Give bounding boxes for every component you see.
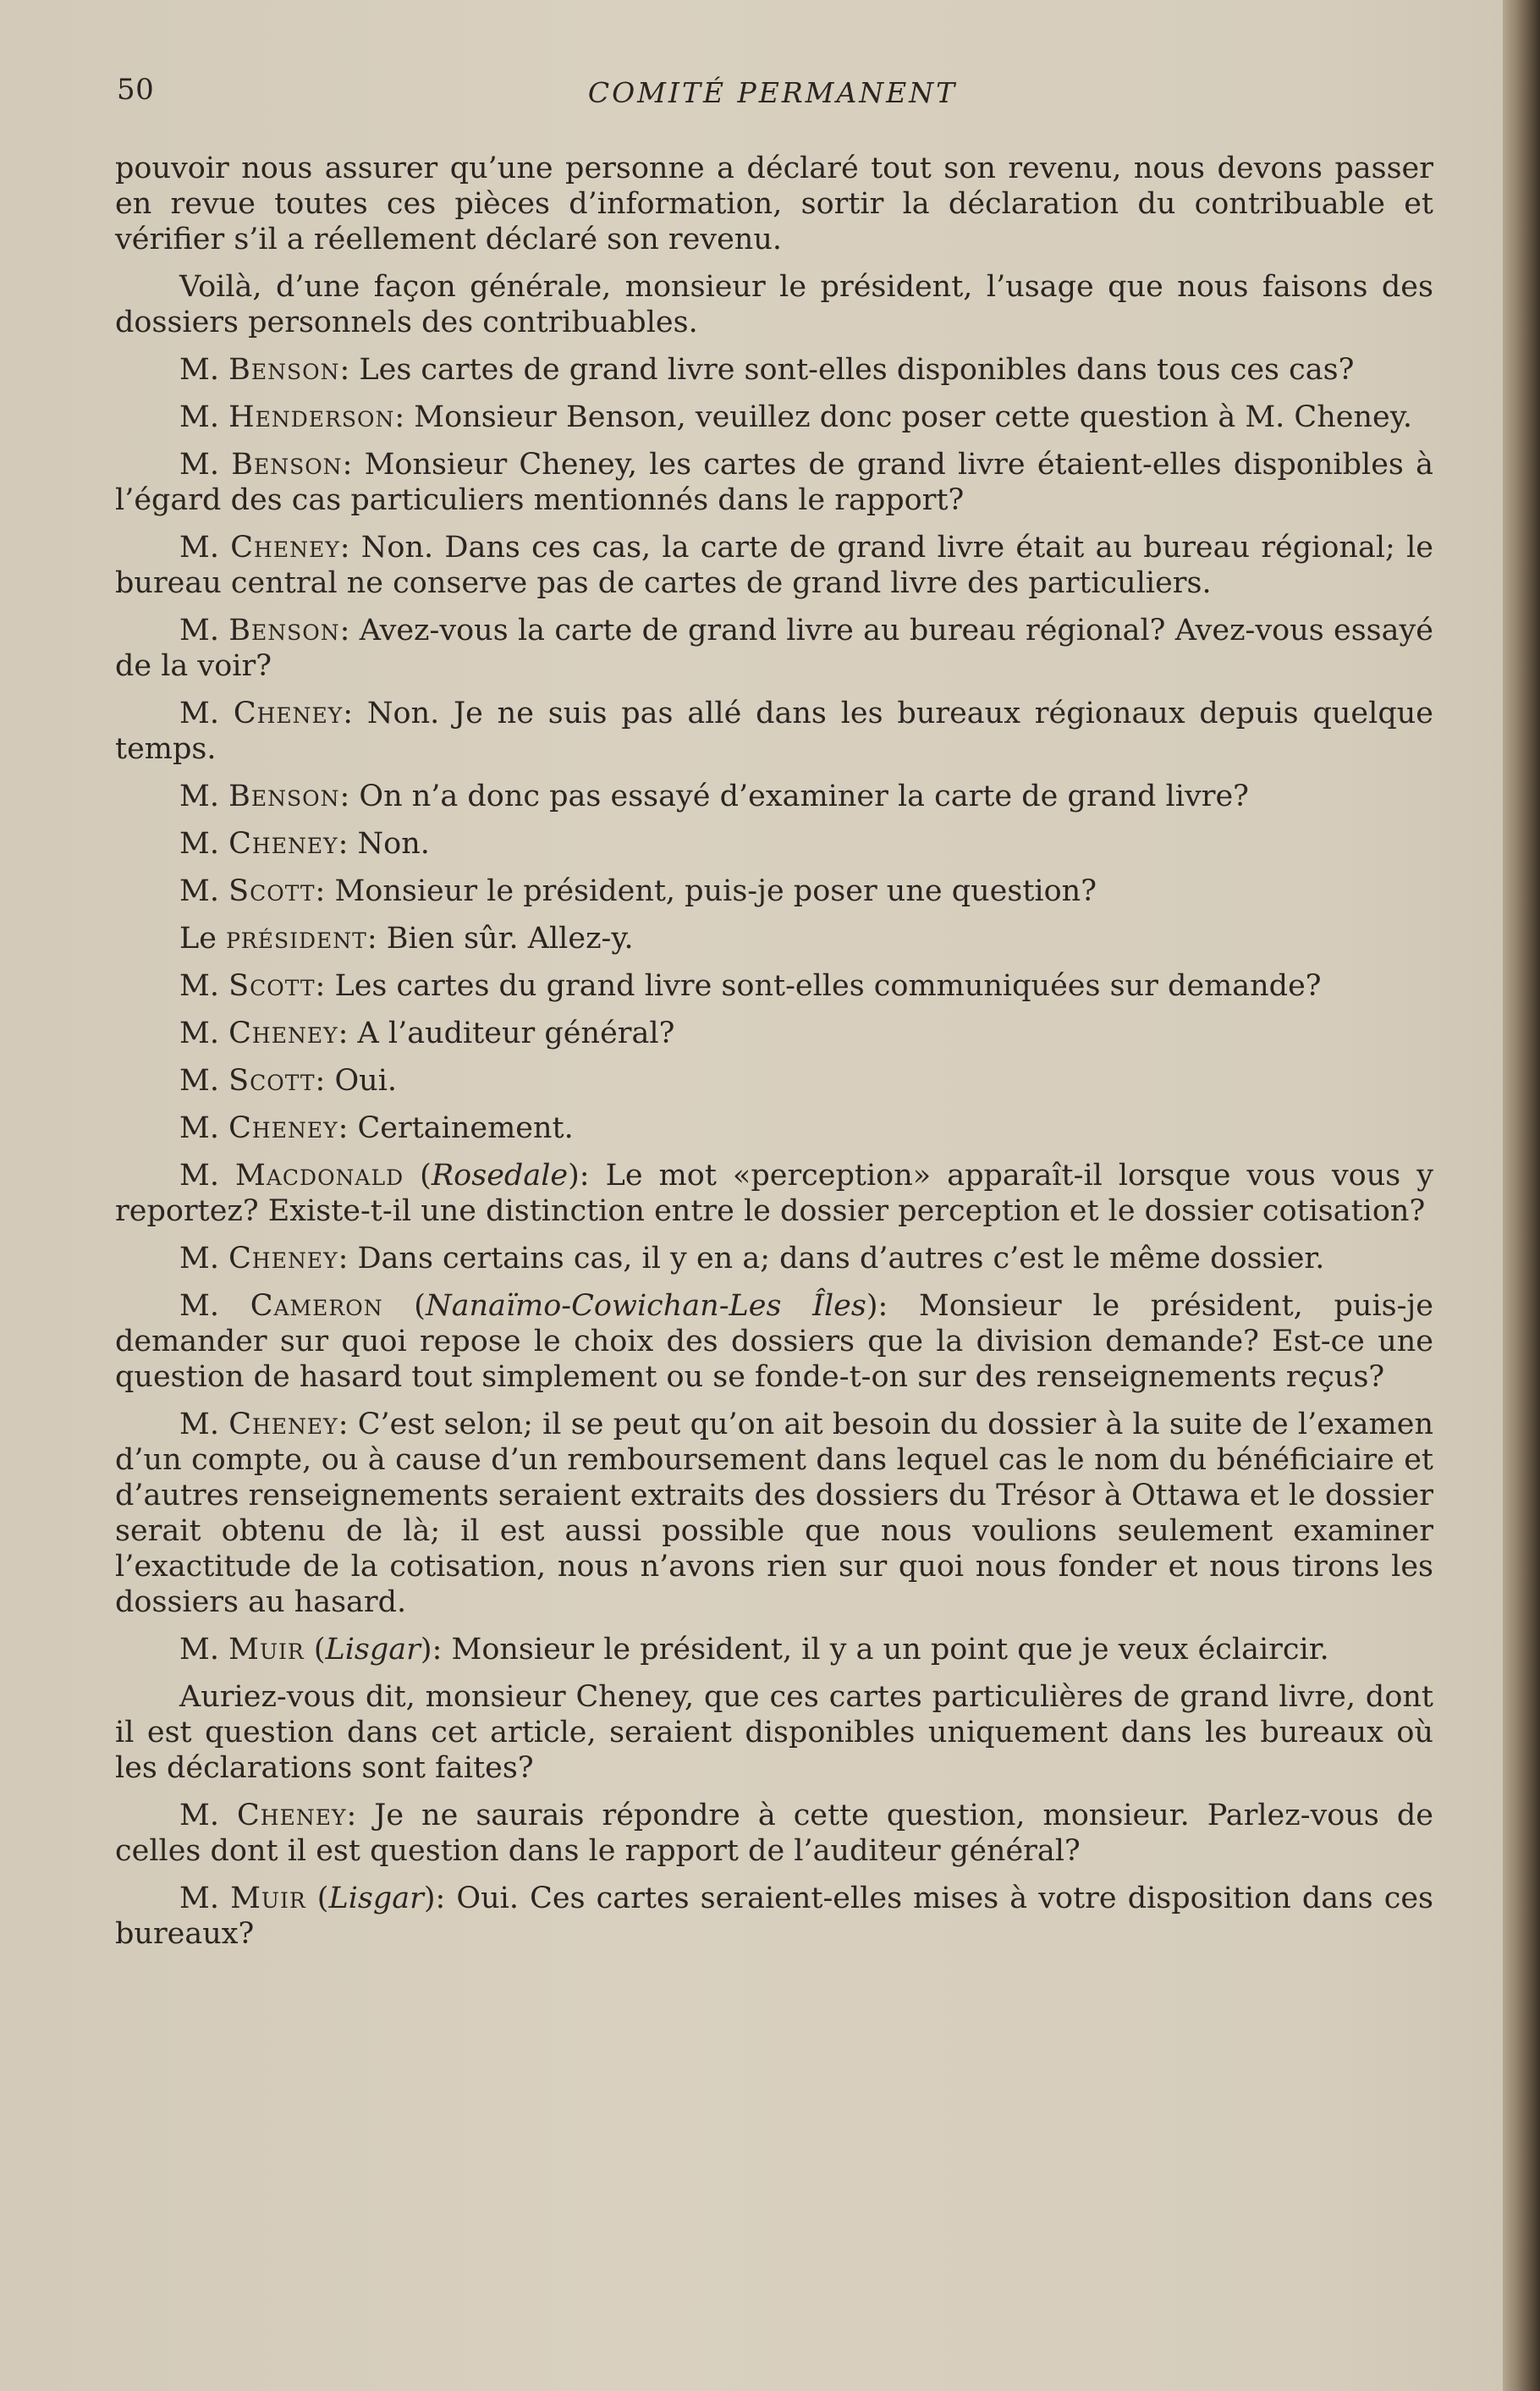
speaker-name: Cheney	[228, 1242, 338, 1275]
speaker-title: M.	[179, 1881, 219, 1915]
speaker-name: Cameron	[250, 1289, 383, 1323]
speaker-paragraph: M. Cheney: Dans certains cas, il y en a; dans d’autres c’est le même dossier.	[179, 1242, 1325, 1275]
speaker-riding: Lisgar	[325, 1633, 421, 1667]
speaker-title: M.	[179, 969, 219, 1003]
speaker-name: Benson	[228, 780, 340, 813]
speaker-name: Benson	[228, 614, 340, 647]
speaker-title: Le	[179, 922, 217, 956]
speaker-name: Cheney	[233, 697, 344, 730]
speaker-paragraph: M. Muir (Lisgar): Monsieur le président, il y a un point que je veux éclaircir.	[179, 1633, 1329, 1667]
speaker-title: M.	[179, 448, 219, 482]
speaker-paragraph: M. Cheney: A l’auditeur général?	[179, 1016, 675, 1050]
speaker-title: M.	[179, 1799, 219, 1832]
speaker-paragraph: M. Scott: Monsieur le président, puis-je poser une question?	[179, 874, 1097, 908]
text-paragraph	[115, 269, 1433, 340]
paragraph-text: A l’auditeur général?	[357, 1016, 675, 1050]
speaker-riding: Rosedale	[431, 1159, 569, 1193]
speaker-title: M.	[179, 1242, 219, 1275]
paragraph-text: Oui. Ces cartes seraient-elles mises à votre disposition dans ces bureaux?	[115, 1881, 1434, 1951]
speaker-paragraph: M. Benson: On n’a donc pas essayé d’examiner la carte de grand livre?	[179, 780, 1249, 813]
speaker-paragraph: M. Cheney: Non. Dans ces cas, la carte de grand livre était au bureau régional; le bureau central ne conserve pas de cartes de grand livre des particuliers.	[115, 531, 1433, 600]
speaker-name: Henderson	[228, 400, 395, 434]
speaker-title: M.	[179, 1064, 219, 1098]
paragraph-text: pouvoir nous assurer qu’une personne a déclaré tout son revenu, nous devons passer en revue toutes ces pièces d’information, sortir la déclaration du contribuable et vérifier s’il a réellement déclaré son revenu.	[115, 152, 1433, 256]
speaker-name: Scott	[228, 969, 316, 1003]
speaker-paragraph: M. Cheney: Certainement.	[179, 1111, 574, 1145]
paragraph-text: C’est selon; il se peut qu’on ait besoin du dossier à la suite de l’examen d’un compte, ou à cause d’un remboursement dans lequel cas le nom du bénéficiaire et d’autres renseignements seraient extraits des dossiers du Trésor à Ottawa et le dossier serait obtenu de là; il est aussi possible que nous voulions seulement examiner l’exactitude de la cotisation, nous n’avons rien sur quoi nous fonder et nous tirons les dossiers au hasard.	[115, 1408, 1433, 1619]
paragraph-text: Les cartes de grand livre sont-elles disponibles dans tous ces cas?	[359, 353, 1355, 387]
speaker-name: Benson	[231, 448, 343, 482]
speaker-title: M.	[179, 1289, 219, 1323]
speaker-title: M.	[179, 1016, 219, 1050]
paragraph-text: Monsieur le président, puis-je poser une question?	[334, 874, 1097, 908]
speaker-name: Cheney	[228, 1016, 338, 1050]
paragraph-text: Non. Je ne suis pas allé dans les bureaux régionaux depuis quelque temps.	[115, 697, 1433, 766]
running-title: COMITÉ PERMANENT	[587, 76, 958, 109]
paragraph-text: Non.	[357, 827, 430, 861]
paragraph-text: Auriez-vous dit, monsieur Cheney, que ces cartes particulières de grand livre, dont il est question dans cet article, seraient disponibles uniquement dans les bureaux où les déclarations sont faites?	[115, 1680, 1433, 1785]
speaker-name: Muir	[230, 1881, 306, 1915]
speaker-name: Macdonald	[235, 1159, 404, 1193]
speaker-title: M.	[179, 614, 219, 647]
speaker-paragraph: M. Cheney: Je ne saurais répondre à cette question, monsieur. Parlez-vous de celles dont il est question dans le rapport de l’auditeur général?	[115, 1799, 1434, 1868]
paragraph-text: On n’a donc pas essayé d’examiner la carte de grand livre?	[359, 780, 1249, 813]
speaker-paragraph: Le président: Bien sûr. Allez-y.	[179, 922, 634, 956]
paragraph-text: Avez-vous la carte de grand livre au bureau régional? Avez-vous essayé de la voir?	[115, 614, 1433, 683]
speaker-paragraph: M. Henderson: Monsieur Benson, veuillez donc poser cette question à M. Cheney.	[179, 400, 1412, 434]
paragraph-text: Monsieur le président, puis-je demander sur quoi repose le choix des dossiers que la division demande? Est-ce une question de hasard tout simplement ou se fonde-t-on sur des renseignements reçus?	[115, 1289, 1433, 1394]
paragraph-text: Le mot «perception» apparaît-il lorsque vous vous y reportez? Existe-t-il une distinction entre le dossier perception et le dossier cotisation?	[115, 1159, 1434, 1228]
paragraph-text: Bien sûr. Allez-y.	[386, 922, 634, 956]
speaker-paragraph: M. Cheney: Non. Je ne suis pas allé dans les bureaux régionaux depuis quelque temps.	[115, 697, 1433, 766]
speaker-name: Cheney	[228, 827, 338, 861]
speaker-title: M.	[179, 400, 219, 434]
page-header	[117, 73, 1428, 124]
speaker-name: Muir	[228, 1633, 305, 1667]
speaker-title: M.	[179, 780, 219, 813]
speaker-title: M.	[179, 531, 219, 565]
speaker-paragraph: M. Cameron (Nanaïmo-Cowichan-Les Îles): Monsieur le président, puis-je demander sur quoi repose le choix des dossiers que la division demande? Est-ce une question de hasard tout simplement ou se fonde-t-on sur des renseignements reçus?	[115, 1289, 1433, 1394]
paragraph-text: Les cartes du grand livre sont-elles communiquées sur demande?	[334, 969, 1322, 1003]
speaker-paragraph: M. Cheney: Non.	[179, 827, 430, 861]
paragraph-text: Monsieur Cheney, les cartes de grand livre étaient-elles disponibles à l’égard des cas particuliers mentionnés dans le rapport?	[115, 448, 1433, 517]
speaker-paragraph: M. Benson: Les cartes de grand livre sont-elles disponibles dans tous ces cas?	[179, 353, 1355, 387]
speaker-name: Scott	[228, 874, 316, 908]
speaker-title: M.	[179, 1633, 219, 1667]
speaker-title: M.	[179, 1159, 219, 1193]
page-number: 50	[117, 73, 155, 107]
speaker-title: M.	[179, 874, 219, 908]
speaker-name: président	[226, 922, 367, 956]
speaker-name: Cheney	[228, 1111, 338, 1145]
paragraph-text: Oui.	[334, 1064, 398, 1098]
speaker-paragraph: M. Scott: Les cartes du grand livre sont-elles communiquées sur demande?	[179, 969, 1322, 1003]
page-binding-edge	[1503, 0, 1540, 2391]
speaker-title: M.	[179, 1111, 219, 1145]
speaker-name: Benson	[228, 353, 340, 387]
speaker-name: Cheney	[230, 531, 340, 565]
speaker-riding: Lisgar	[328, 1881, 424, 1915]
paragraph-text: Monsieur le président, il y a un point que je veux éclaircir.	[451, 1633, 1329, 1667]
speaker-paragraph: M. Macdonald (Rosedale): Le mot «perception» apparaît-il lorsque vous vous y reportez? Existe-t-il une distinction entre le dossier perception et le dossier cotisation?	[115, 1159, 1434, 1228]
text-paragraph	[115, 1679, 1433, 1786]
paragraph-text: Monsieur Benson, veuillez donc poser cette question à M. Cheney.	[414, 400, 1412, 434]
speaker-riding: Nanaïmo-Cowichan-Les Îles	[425, 1289, 866, 1323]
transcript-body	[115, 151, 1433, 1964]
speaker-title: M.	[179, 697, 219, 730]
speaker-paragraph: M. Cheney: C’est selon; il se peut qu’on ait besoin du dossier à la suite de l’examen d’un compte, ou à cause d’un remboursement dans lequel cas le nom du bénéficiaire et d’autres renseignements seraient extraits des dossiers du Trésor à Ottawa et le dossier serait obtenu de là; il est aussi possible que nous voulions seulement examiner l’exactitude de la cotisation, nous n’avons rien sur quoi nous fonder et nous tirons les dossiers au hasard.	[115, 1408, 1433, 1619]
paragraph-text: Dans certains cas, il y en a; dans d’autres c’est le même dossier.	[357, 1242, 1325, 1275]
speaker-name: Cheney	[237, 1799, 347, 1832]
paragraph-text: Non. Dans ces cas, la carte de grand livre était au bureau régional; le bureau central ne conserve pas de cartes de grand livre des particuliers.	[115, 531, 1433, 600]
paragraph-text: Voilà, d’une façon générale, monsieur le président, l’usage que nous faisons des dossiers personnels des contribuables.	[115, 270, 1433, 339]
paragraph-text: Je ne saurais répondre à cette question, monsieur. Parlez-vous de celles dont il est question dans le rapport de l’auditeur général?	[115, 1799, 1434, 1868]
speaker-paragraph: M. Benson: Monsieur Cheney, les cartes de grand livre étaient-elles disponibles à l’égard des cas particuliers mentionnés dans le rapport?	[115, 448, 1433, 517]
speaker-paragraph: M. Scott: Oui.	[179, 1064, 398, 1098]
text-paragraph	[115, 151, 1433, 257]
speaker-name: Scott	[228, 1064, 316, 1098]
paragraph-text: Certainement.	[357, 1111, 574, 1145]
speaker-name: Cheney	[228, 1408, 338, 1441]
speaker-title: M.	[179, 1408, 219, 1441]
speaker-paragraph: M. Muir (Lisgar): Oui. Ces cartes seraient-elles mises à votre disposition dans ces bureaux?	[115, 1881, 1434, 1951]
speaker-title: M.	[179, 353, 219, 387]
speaker-paragraph: M. Benson: Avez-vous la carte de grand livre au bureau régional? Avez-vous essayé de la voir?	[115, 614, 1433, 683]
speaker-title: M.	[179, 827, 219, 861]
